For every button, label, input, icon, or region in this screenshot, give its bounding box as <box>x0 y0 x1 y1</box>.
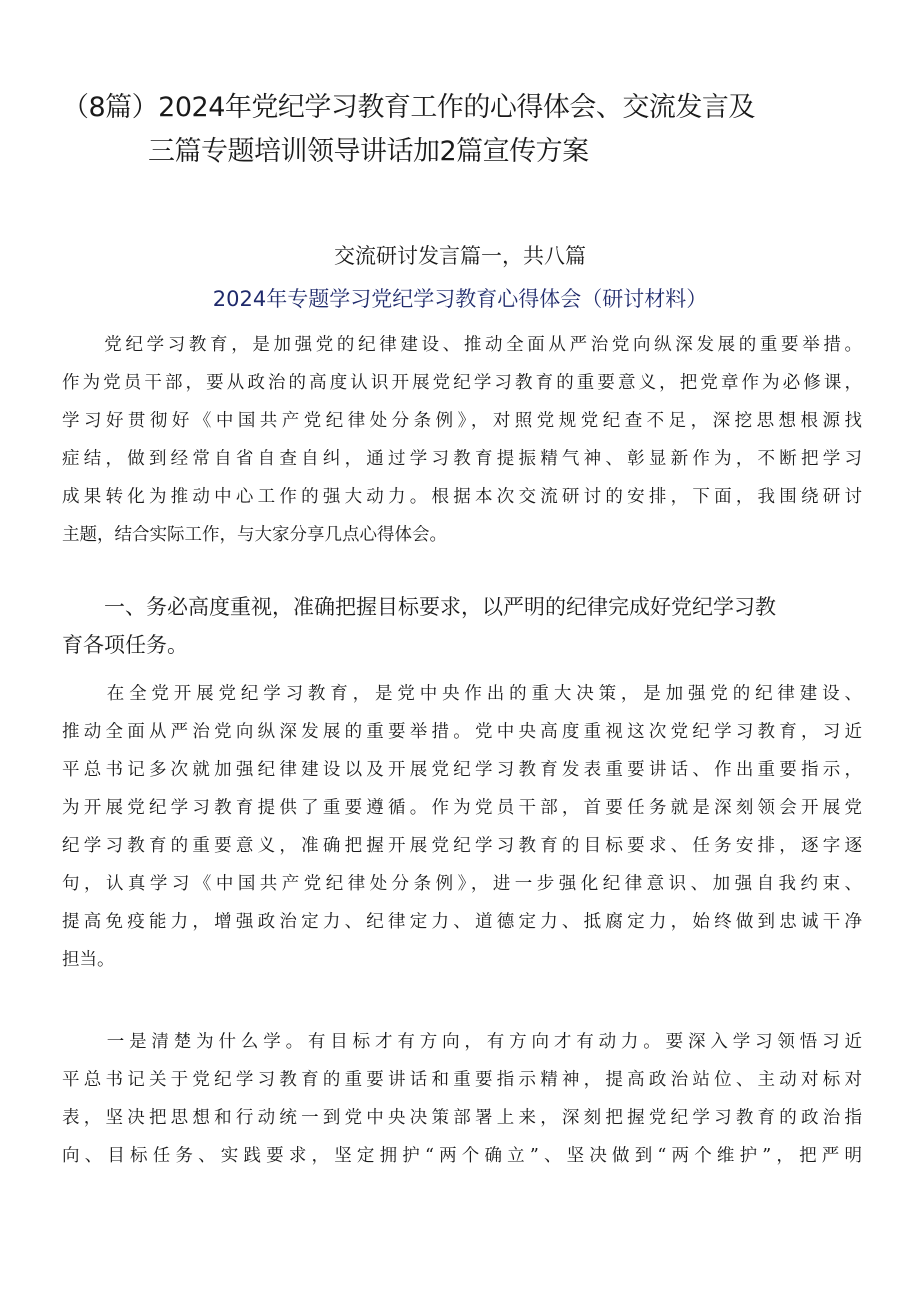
heading-line: 育各项任务。 <box>62 633 188 657</box>
document-title <box>62 86 862 174</box>
text-line: 平总书记多次就加强纪律建设以及开展党纪学习教育发表重要讲话、作出重要指示， <box>62 760 862 780</box>
text-line: 为开展党纪学习教育提供了重要遵循。作为党员干部，首要任务就是深刻领会开展党 <box>62 798 862 818</box>
text-line: 成果转化为推动中心工作的强大动力。根据本次交流研讨的安排，下面，我围绕研讨 <box>62 487 862 507</box>
text-line: 平总书记关于党纪学习教育的重要讲话和重要指示精神，提高政治站位、主动对标对 <box>62 1070 862 1090</box>
text-line: 在全党开展党纪学习教育，是党中央作出的重大决策，是加强党的纪律建设、 <box>62 684 862 704</box>
text-line: 主题，结合实际工作，与大家分享几点心得体会。 <box>62 525 447 545</box>
text-line: 表，坚决把思想和行动统一到党中央决策部署上来，深刻把握党纪学习教育的政治指 <box>62 1108 862 1128</box>
text-line: 党纪学习教育，是加强党的纪律建设、推动全面从严治党向纵深发展的重要举措。 <box>62 335 862 355</box>
text-line: 担当。 <box>62 950 115 970</box>
paragraph-why-learn <box>62 1023 862 1175</box>
text-line: 一是清楚为什么学。有目标才有方向，有方向才有动力。要深入学习领悟习近 <box>62 1032 862 1052</box>
paragraph-intro <box>62 326 862 554</box>
heading-line: 一、务必高度重视，准确把握目标要求，以严明的纪律完成好党纪学习教 <box>62 595 776 619</box>
paragraph-section-1 <box>62 675 862 979</box>
text-line: 句，认真学习《中国共产党纪律处分条例》，进一步强化纪律意识、加强自我约束、 <box>62 874 862 894</box>
text-line: 作为党员干部，要从政治的高度认识开展党纪学习教育的重要意义，把党章作为必修课， <box>62 373 862 393</box>
title-line-2: 三篇专题培训领导讲话加2篇宣传方案 <box>148 136 589 167</box>
text-line: 向、目标任务、实践要求，坚定拥护“两个确立”、坚决做到“两个维护”，把严明 <box>62 1146 862 1166</box>
article-title: 2024年专题学习党纪学习教育心得体会（研讨材料） <box>212 287 708 311</box>
text-line: 症结，做到经常自省自查自纠，通过学习教育提振精气神、彰显新作为，不断把学习 <box>62 449 862 469</box>
text-line: 提高免疫能力，增强政治定力、纪律定力、道德定力、抵腐定力，始终做到忠诚干净 <box>62 912 862 932</box>
section-heading-1 <box>62 588 862 664</box>
text-line: 推动全面从严治党向纵深发展的重要举措。党中央高度重视这次党纪学习教育，习近 <box>62 722 862 742</box>
title-line-1: （8篇）2024年党纪学习教育工作的心得体会、交流发言及 <box>62 92 755 123</box>
text-line: 学习好贯彻好《中国共产党纪律处分条例》，对照党规党纪查不足，深挖思想根源找 <box>62 411 862 431</box>
section-subtitle: 交流研讨发言篇一，共八篇 <box>334 244 586 268</box>
text-line: 纪学习教育的重要意义，准确把握开展党纪学习教育的目标要求、任务安排，逐字逐 <box>62 836 862 856</box>
